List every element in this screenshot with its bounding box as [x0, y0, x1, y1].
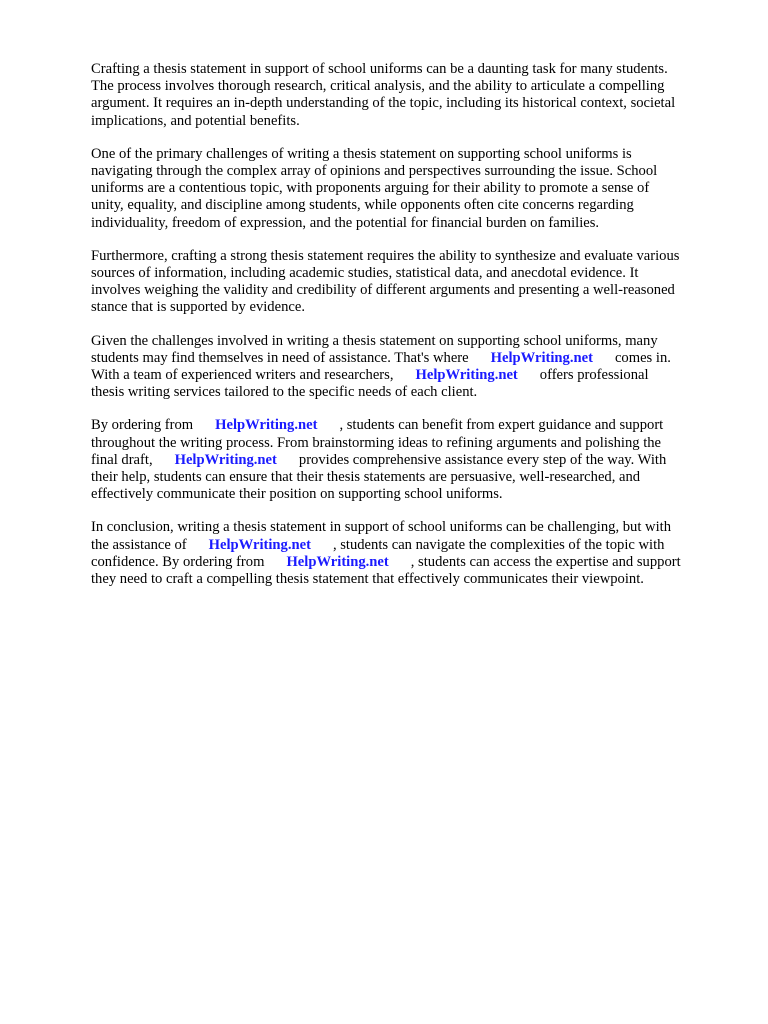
text-line — [91, 435, 719, 452]
text-line — [91, 163, 719, 180]
paragraph — [91, 146, 719, 232]
text-line — [91, 180, 719, 197]
paragraph — [91, 248, 719, 317]
text-segment: provides comprehensive assistance every step of the way. With — [298, 451, 667, 468]
text-line — [91, 350, 719, 367]
text-line — [91, 554, 719, 571]
text-segment: students may find themselves in need of assistance. That's where — [91, 349, 469, 366]
text-line — [91, 469, 719, 486]
text-segment: , students can navigate the complexities of the topic with — [332, 536, 665, 553]
text-line — [91, 265, 719, 282]
text-segment: The process involves thorough research, critical analysis, and the ability to articulate a compelling — [91, 78, 665, 95]
paragraph — [91, 61, 719, 130]
text-line — [91, 282, 719, 299]
paragraph — [91, 519, 719, 588]
document-page — [91, 61, 719, 604]
helpwriting-link[interactable]: HelpWriting.net — [208, 536, 311, 553]
text-segment: By ordering from — [91, 417, 194, 434]
paragraph — [91, 417, 719, 503]
text-line — [91, 146, 719, 163]
text-segment: navigating through the complex array of opinions and perspectives surrounding the issue. School — [91, 163, 658, 180]
helpwriting-link[interactable]: HelpWriting.net — [286, 553, 389, 570]
text-segment: comes in. — [614, 349, 671, 366]
text-segment: offers professional — [539, 367, 649, 384]
text-segment: confidence. By ordering from — [91, 553, 265, 570]
text-segment: involves weighing the validity and credibility of different arguments and presenting a well-reasoned — [91, 282, 675, 299]
text-segment: Given the challenges involved in writing a thesis statement on supporting school uniforms, many — [91, 332, 658, 349]
text-line — [91, 61, 719, 78]
text-segment: thesis writing services tailored to the specific needs of each client. — [91, 384, 478, 401]
text-segment: , students can access the expertise and support — [410, 553, 681, 570]
text-line — [91, 248, 719, 265]
text-line — [91, 417, 719, 434]
text-segment: Crafting a thesis statement in support of school uniforms can be a daunting task for many students. — [91, 61, 668, 77]
helpwriting-link[interactable]: HelpWriting.net — [215, 417, 318, 434]
text-line — [91, 333, 719, 350]
text-segment: , students can benefit from expert guidance and support — [339, 417, 664, 434]
paragraph — [91, 333, 719, 402]
text-segment: throughout the writing process. From brainstorming ideas to refining arguments and polishing the — [91, 434, 662, 451]
text-segment: implications, and potential benefits. — [91, 112, 300, 129]
text-line — [91, 113, 719, 130]
text-line — [91, 486, 719, 503]
text-segment: uniforms are a contentious topic, with proponents arguing for their ability to promote a sense of — [91, 180, 650, 197]
text-segment: One of the primary challenges of writing a thesis statement on supporting school uniforms is — [91, 145, 632, 162]
helpwriting-link[interactable]: HelpWriting.net — [174, 451, 277, 468]
text-line — [91, 78, 719, 95]
text-line — [91, 452, 719, 469]
text-line — [91, 384, 719, 401]
text-segment: effectively communicate their position on supporting school uniforms. — [91, 486, 503, 503]
text-segment: individuality, freedom of expression, and the potential for financial burden on families. — [91, 214, 600, 231]
text-segment: Furthermore, crafting a strong thesis statement requires the ability to synthesize and evaluate various — [91, 247, 680, 264]
text-segment: In conclusion, writing a thesis statement in support of school uniforms can be challenging, but with — [91, 519, 671, 536]
text-segment: the assistance of — [91, 536, 187, 553]
text-line — [91, 571, 719, 588]
text-line — [91, 519, 719, 536]
text-segment: With a team of experienced writers and researchers, — [91, 367, 394, 384]
text-line — [91, 299, 719, 316]
helpwriting-link[interactable]: HelpWriting.net — [490, 349, 593, 366]
helpwriting-link[interactable]: HelpWriting.net — [415, 367, 518, 384]
text-segment: they need to craft a compelling thesis statement that effectively communicates their viewpoint. — [91, 571, 644, 588]
text-line — [91, 95, 719, 112]
text-line — [91, 537, 719, 554]
text-line — [91, 215, 719, 232]
text-line — [91, 197, 719, 214]
text-line — [91, 367, 719, 384]
text-segment: their help, students can ensure that their thesis statements are persuasive, well-researched, and — [91, 469, 641, 486]
text-segment: sources of information, including academic studies, statistical data, and anecdotal evidence. It — [91, 265, 639, 282]
text-segment: final draft, — [91, 451, 153, 468]
text-segment: stance that is supported by evidence. — [91, 299, 305, 316]
text-segment: unity, equality, and discipline among students, while opponents often cite concerns regarding — [91, 197, 634, 214]
text-segment: argument. It requires an in-depth understanding of the topic, including its historical context, societal — [91, 95, 676, 112]
